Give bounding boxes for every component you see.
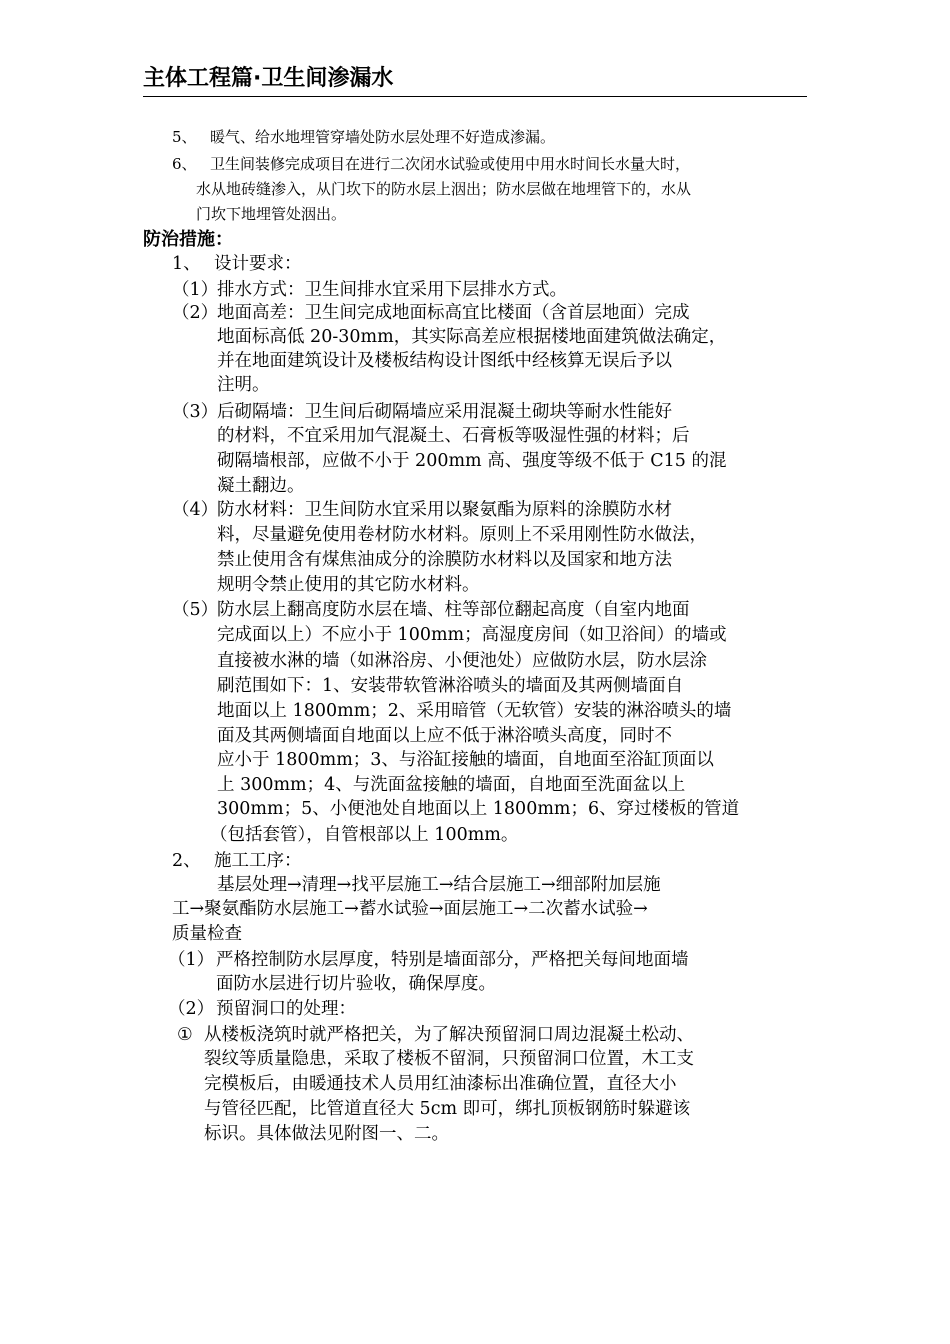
design-label: （1） bbox=[172, 280, 219, 300]
design-label: （5） bbox=[172, 600, 219, 620]
item-number: 6、 bbox=[172, 155, 197, 173]
design-label: （4） bbox=[172, 500, 219, 520]
circle-line: 裂纹等质量隐患，采取了楼板不留洞，只预留洞口位置，木工支 bbox=[204, 1049, 694, 1069]
construction-line: 严格控制防水层厚度，特别是墙面部分，严格把关每间地面墙 bbox=[216, 950, 689, 970]
design-line: 注明。 bbox=[217, 375, 270, 395]
item-line: 暖气、给水地埋管穿墙处防水层处理不好造成渗漏。 bbox=[210, 128, 556, 146]
design-label: （3） bbox=[172, 402, 219, 422]
section-title: 设计要求： bbox=[214, 254, 302, 274]
construction-line: 面防水层进行切片验收，确保厚度。 bbox=[216, 974, 496, 994]
circle-number: ① bbox=[177, 1025, 193, 1045]
design-line: 地面以上 1800mm；2、采用暗管（无软管）安装的淋浴喷头的墙 bbox=[217, 701, 732, 721]
design-line: 后砌隔墙：卫生间后砌隔墙应采用混凝土砌块等耐水性能好 bbox=[217, 402, 672, 422]
process-line: 工→聚氨酯防水层施工→蓄水试验→面层施工→二次蓄水试验→ bbox=[172, 899, 648, 919]
design-line: 完成面以上）不应小于 100mm；高湿度房间（如卫浴间）的墙或 bbox=[217, 625, 727, 645]
design-line: 应小于 1800mm；3、与浴缸接触的墙面，自地面至浴缸顶面以 bbox=[217, 750, 714, 770]
item-line: 门坎下地埋管处洇出。 bbox=[196, 205, 347, 223]
design-line: 地面高差：卫生间完成地面标高宜比楼面（含首层地面）完成 bbox=[217, 303, 690, 323]
design-line: 地面标高低 20-30mm，其实际高差应根据楼地面建筑做法确定， bbox=[217, 327, 727, 347]
page-header: 主体工程篇·卫生间渗漏水 bbox=[143, 64, 807, 97]
design-line: 直接被水淋的墙（如淋浴房、小便池处）应做防水层，防水层涂 bbox=[217, 651, 707, 671]
design-line: 刷范围如下：1、安装带软管淋浴喷头的墙面及其两侧墙面自 bbox=[217, 676, 684, 696]
design-line: 料，尽量避免使用卷材防水材料。原则上不采用刚性防水做法， bbox=[217, 525, 707, 545]
design-line: 禁止使用含有煤焦油成分的涂膜防水材料以及国家和地方法 bbox=[217, 550, 672, 570]
circle-line: 标识。具体做法见附图一、二。 bbox=[204, 1124, 449, 1144]
section-heading: 防治措施： bbox=[143, 229, 233, 250]
design-line: 上 300mm；4、与洗面盆接触的墙面，自地面至洗面盆以上 bbox=[217, 775, 686, 795]
design-line: 的材料，不宜采用加气混凝土、石膏板等吸湿性强的材料；后 bbox=[217, 426, 690, 446]
circle-line: 与管径匹配，比管道直径大 5cm 即可，绑扎顶板钢筋时躲避该 bbox=[204, 1099, 691, 1119]
design-line: （包括套管），自管根部以上 100mm。 bbox=[210, 825, 519, 845]
item-line: 卫生间装修完成项目在进行二次闭水试验或使用中用水时间长水量大时， bbox=[210, 155, 691, 173]
item-number: 5、 bbox=[172, 128, 197, 146]
process-line: 质量检查 bbox=[172, 924, 242, 944]
circle-line: 完模板后，由暖通技术人员用红油漆标出准确位置，直径大小 bbox=[204, 1074, 677, 1094]
process-line: 基层处理→清理→找平层施工→结合层施工→细部附加层施 bbox=[217, 875, 661, 895]
design-line: 防水材料：卫生间防水宜采用以聚氨酯为原料的涂膜防水材 bbox=[217, 500, 672, 520]
construction-label: （2） bbox=[168, 999, 215, 1019]
item-line: 水从地砖缝渗入，从门坎下的防水层上洇出；防水层做在地埋管下的，水从 bbox=[196, 180, 692, 198]
section-title: 施工工序： bbox=[214, 851, 302, 871]
construction-line: 预留洞口的处理： bbox=[216, 999, 356, 1019]
section-number: 2、 bbox=[172, 851, 201, 871]
construction-label: （1） bbox=[168, 950, 215, 970]
section-number: 1、 bbox=[172, 254, 201, 274]
design-line: 防水层上翻高度防水层在墙、柱等部位翻起高度（自室内地面 bbox=[217, 600, 690, 620]
circle-line: 从楼板浇筑时就严格把关，为了解决预留洞口周边混凝土松动、 bbox=[204, 1025, 694, 1045]
design-line: 300mm；5、小便池处自地面以上 1800mm；6、穿过楼板的管道 bbox=[217, 799, 740, 819]
design-line: 凝土翻边。 bbox=[217, 476, 305, 496]
design-line: 并在地面建筑设计及楼板结构设计图纸中经核算无误后予以 bbox=[217, 351, 672, 371]
design-line: 面及其两侧墙面自地面以上应不低于淋浴喷头高度，同时不 bbox=[217, 726, 672, 746]
design-line: 排水方式：卫生间排水宜采用下层排水方式。 bbox=[217, 280, 567, 300]
design-line: 规明令禁止使用的其它防水材料。 bbox=[217, 575, 480, 595]
design-label: （2） bbox=[172, 303, 219, 323]
design-line: 砌隔墙根部，应做不小于 200mm 高、强度等级不低于 C15 的混 bbox=[217, 451, 727, 471]
